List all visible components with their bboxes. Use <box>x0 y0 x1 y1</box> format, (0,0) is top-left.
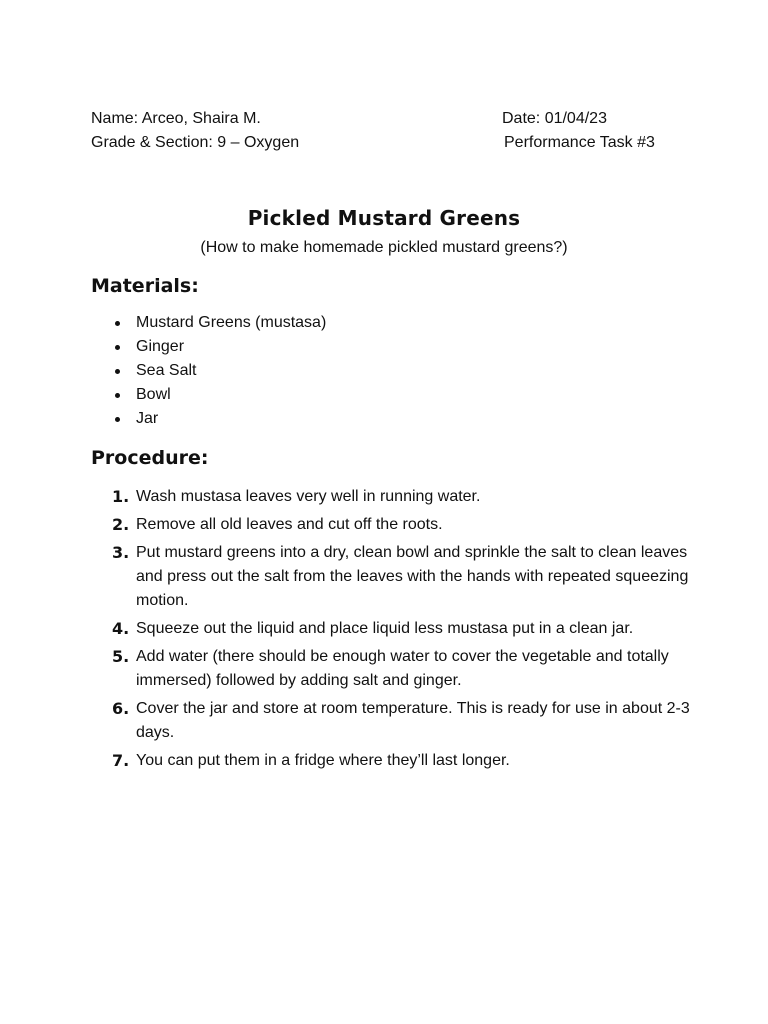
material-label: Mustard Greens (mustasa) <box>136 314 327 331</box>
step-text: Squeeze out the liquid and place liquid less mustasa put in a clean jar. <box>136 620 634 637</box>
list-item <box>110 361 326 385</box>
material-label: Jar <box>136 410 159 427</box>
list-item <box>110 409 326 433</box>
bullet-icon <box>115 393 120 398</box>
list-item <box>110 313 326 337</box>
procedure-step <box>110 645 690 693</box>
procedure-step <box>110 697 690 745</box>
step-text: Wash mustasa leaves very well in running water. <box>136 488 481 505</box>
procedure-step <box>110 513 690 537</box>
step-text: You can put them in a fridge where they’ll last longer. <box>136 752 510 769</box>
procedure-step <box>110 617 690 641</box>
procedure-list <box>110 485 690 777</box>
material-label: Ginger <box>136 338 185 355</box>
step-number: 3. <box>112 543 130 562</box>
step-number: 5. <box>112 647 130 666</box>
procedure-step <box>110 541 690 613</box>
procedure-step <box>110 749 690 773</box>
step-number: 4. <box>112 619 130 638</box>
step-text: Put mustard greens into a dry, clean bowl and sprinkle the salt to clean leaves and press out the salt from the leaves with the hands with repeated squeezing motion. <box>136 544 689 609</box>
step-text: Add water (there should be enough water to cover the vegetable and totally immersed) followed by adding salt and ginger. <box>136 648 669 689</box>
step-number: 7. <box>112 751 130 770</box>
step-text: Cover the jar and store at room temperature. This is ready for use in about 2-3 days. <box>136 700 690 741</box>
bullet-icon <box>115 321 120 326</box>
step-number: 2. <box>112 515 130 534</box>
student-name: Name: Arceo, Shaira M. <box>91 110 261 127</box>
bullet-icon <box>115 345 120 350</box>
page-subtitle: (How to make homemade pickled mustard greens?) <box>200 239 568 256</box>
procedure-step <box>110 485 690 509</box>
step-number: 6. <box>112 699 130 718</box>
date: Date: 01/04/23 <box>502 110 607 127</box>
step-text: Remove all old leaves and cut off the roots. <box>136 516 443 533</box>
performance-task: Performance Task #3 <box>504 134 655 151</box>
procedure-heading: Procedure: <box>91 447 209 469</box>
bullet-icon <box>115 417 120 422</box>
bullet-icon <box>115 369 120 374</box>
list-item <box>110 337 326 361</box>
grade-section: Grade & Section: 9 – Oxygen <box>91 134 300 151</box>
material-label: Sea Salt <box>136 362 197 379</box>
step-number: 1. <box>112 487 130 506</box>
material-label: Bowl <box>136 386 171 403</box>
list-item <box>110 385 326 409</box>
page-title: Pickled Mustard Greens <box>247 206 521 230</box>
materials-list <box>110 313 326 433</box>
materials-heading: Materials: <box>91 275 199 297</box>
